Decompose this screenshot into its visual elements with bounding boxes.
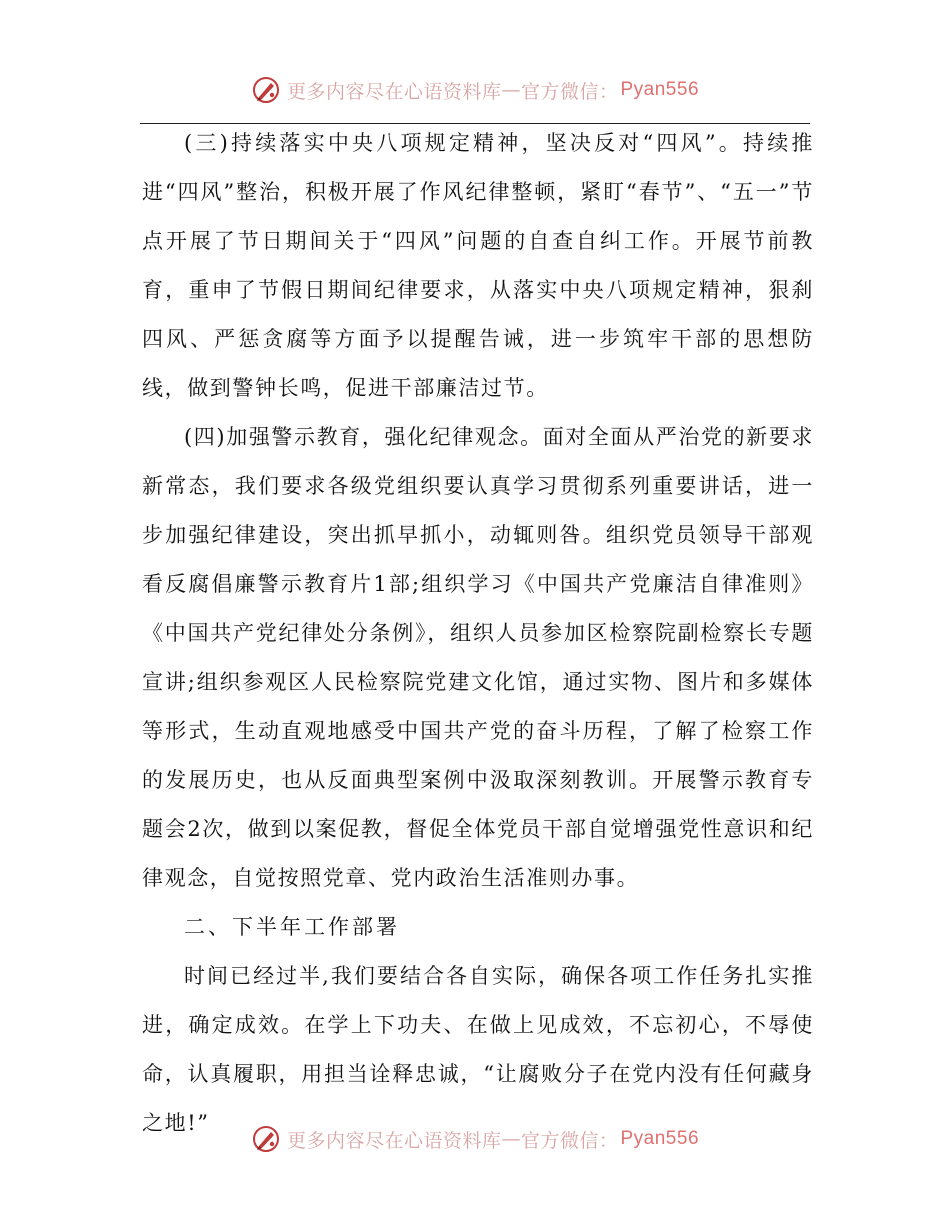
footer-wechat-label: 官方微信：	[520, 1129, 619, 1152]
pen-logo-icon	[251, 75, 281, 105]
section-heading: 二、下半年工作部署	[184, 915, 400, 939]
footer-banner	[0, 1119, 950, 1159]
footer-wechat-id: Pyan556	[620, 1128, 700, 1149]
banner-brand: 更多内容尽在心语资料库	[286, 80, 502, 103]
pen-logo-icon	[251, 1124, 281, 1154]
banner-wechat-id: Pyan556	[620, 79, 700, 100]
paragraph-item-3-section: (三)持续落实中央八项规定精神，坚决反对“四风”。持续推进“四风”整治，积极开展了作风纪律整顿，紧盯“春节”、“五一”节点开展了节日期间关于“四风”问题的自查自纠工作。开展节前教育，重申了节假日期间纪律要求，从落实中央八项规定精神，狠刹四风、严惩贪腐等方面予以提醒告诫，进一步筑牢干部的思想防线，做到警钟长鸣，促进干部廉洁过节。	[142, 131, 814, 400]
banner-separator: —	[501, 79, 521, 101]
document-body	[142, 119, 814, 1148]
footer-separator: —	[501, 1128, 521, 1150]
banner-wechat-label: 官方微信：	[520, 80, 619, 103]
footer-brand: 更多内容尽在心语资料库	[286, 1129, 502, 1152]
paragraph-plan: 时间已经过半,我们要结合各自实际，确保各项工作任务扎实推进，确定成效。在学上下功夫、在做上见成效，不忘初心，不辱使命，认真履职，用担当诠释忠诚，“让腐败分子在党内没有任何藏身之地!”	[142, 964, 814, 1135]
paragraph-item-4-section: (四)加强警示教育，强化纪律观念。面对全面从严治党的新要求新常态，我们要求各级党组织要认真学习贯彻系列重要讲话，进一步加强纪律建设，突出抓早抓小，动辄则咎。组织党员领导干部观看反腐倡廉警示教育片1部;组织学习《中国共产党廉洁自律准则》《中国共产党纪律处分条例》，组织人员参加区检察院副检察长专题宣讲;组织参观区人民检察院党建文化馆，通过实物、图片和多媒体等形式，生动直观地感受中国共产党的奋斗历程，了解了检察工作的发展历史，也从反面典型案例中汲取深刻教训。开展警示教育专题会2次，做到以案促教，督促全体党员干部自觉增强党性意识和纪律观念，自觉按照党章、党内政治生活准则办事。	[142, 425, 814, 890]
header-banner	[0, 70, 950, 110]
